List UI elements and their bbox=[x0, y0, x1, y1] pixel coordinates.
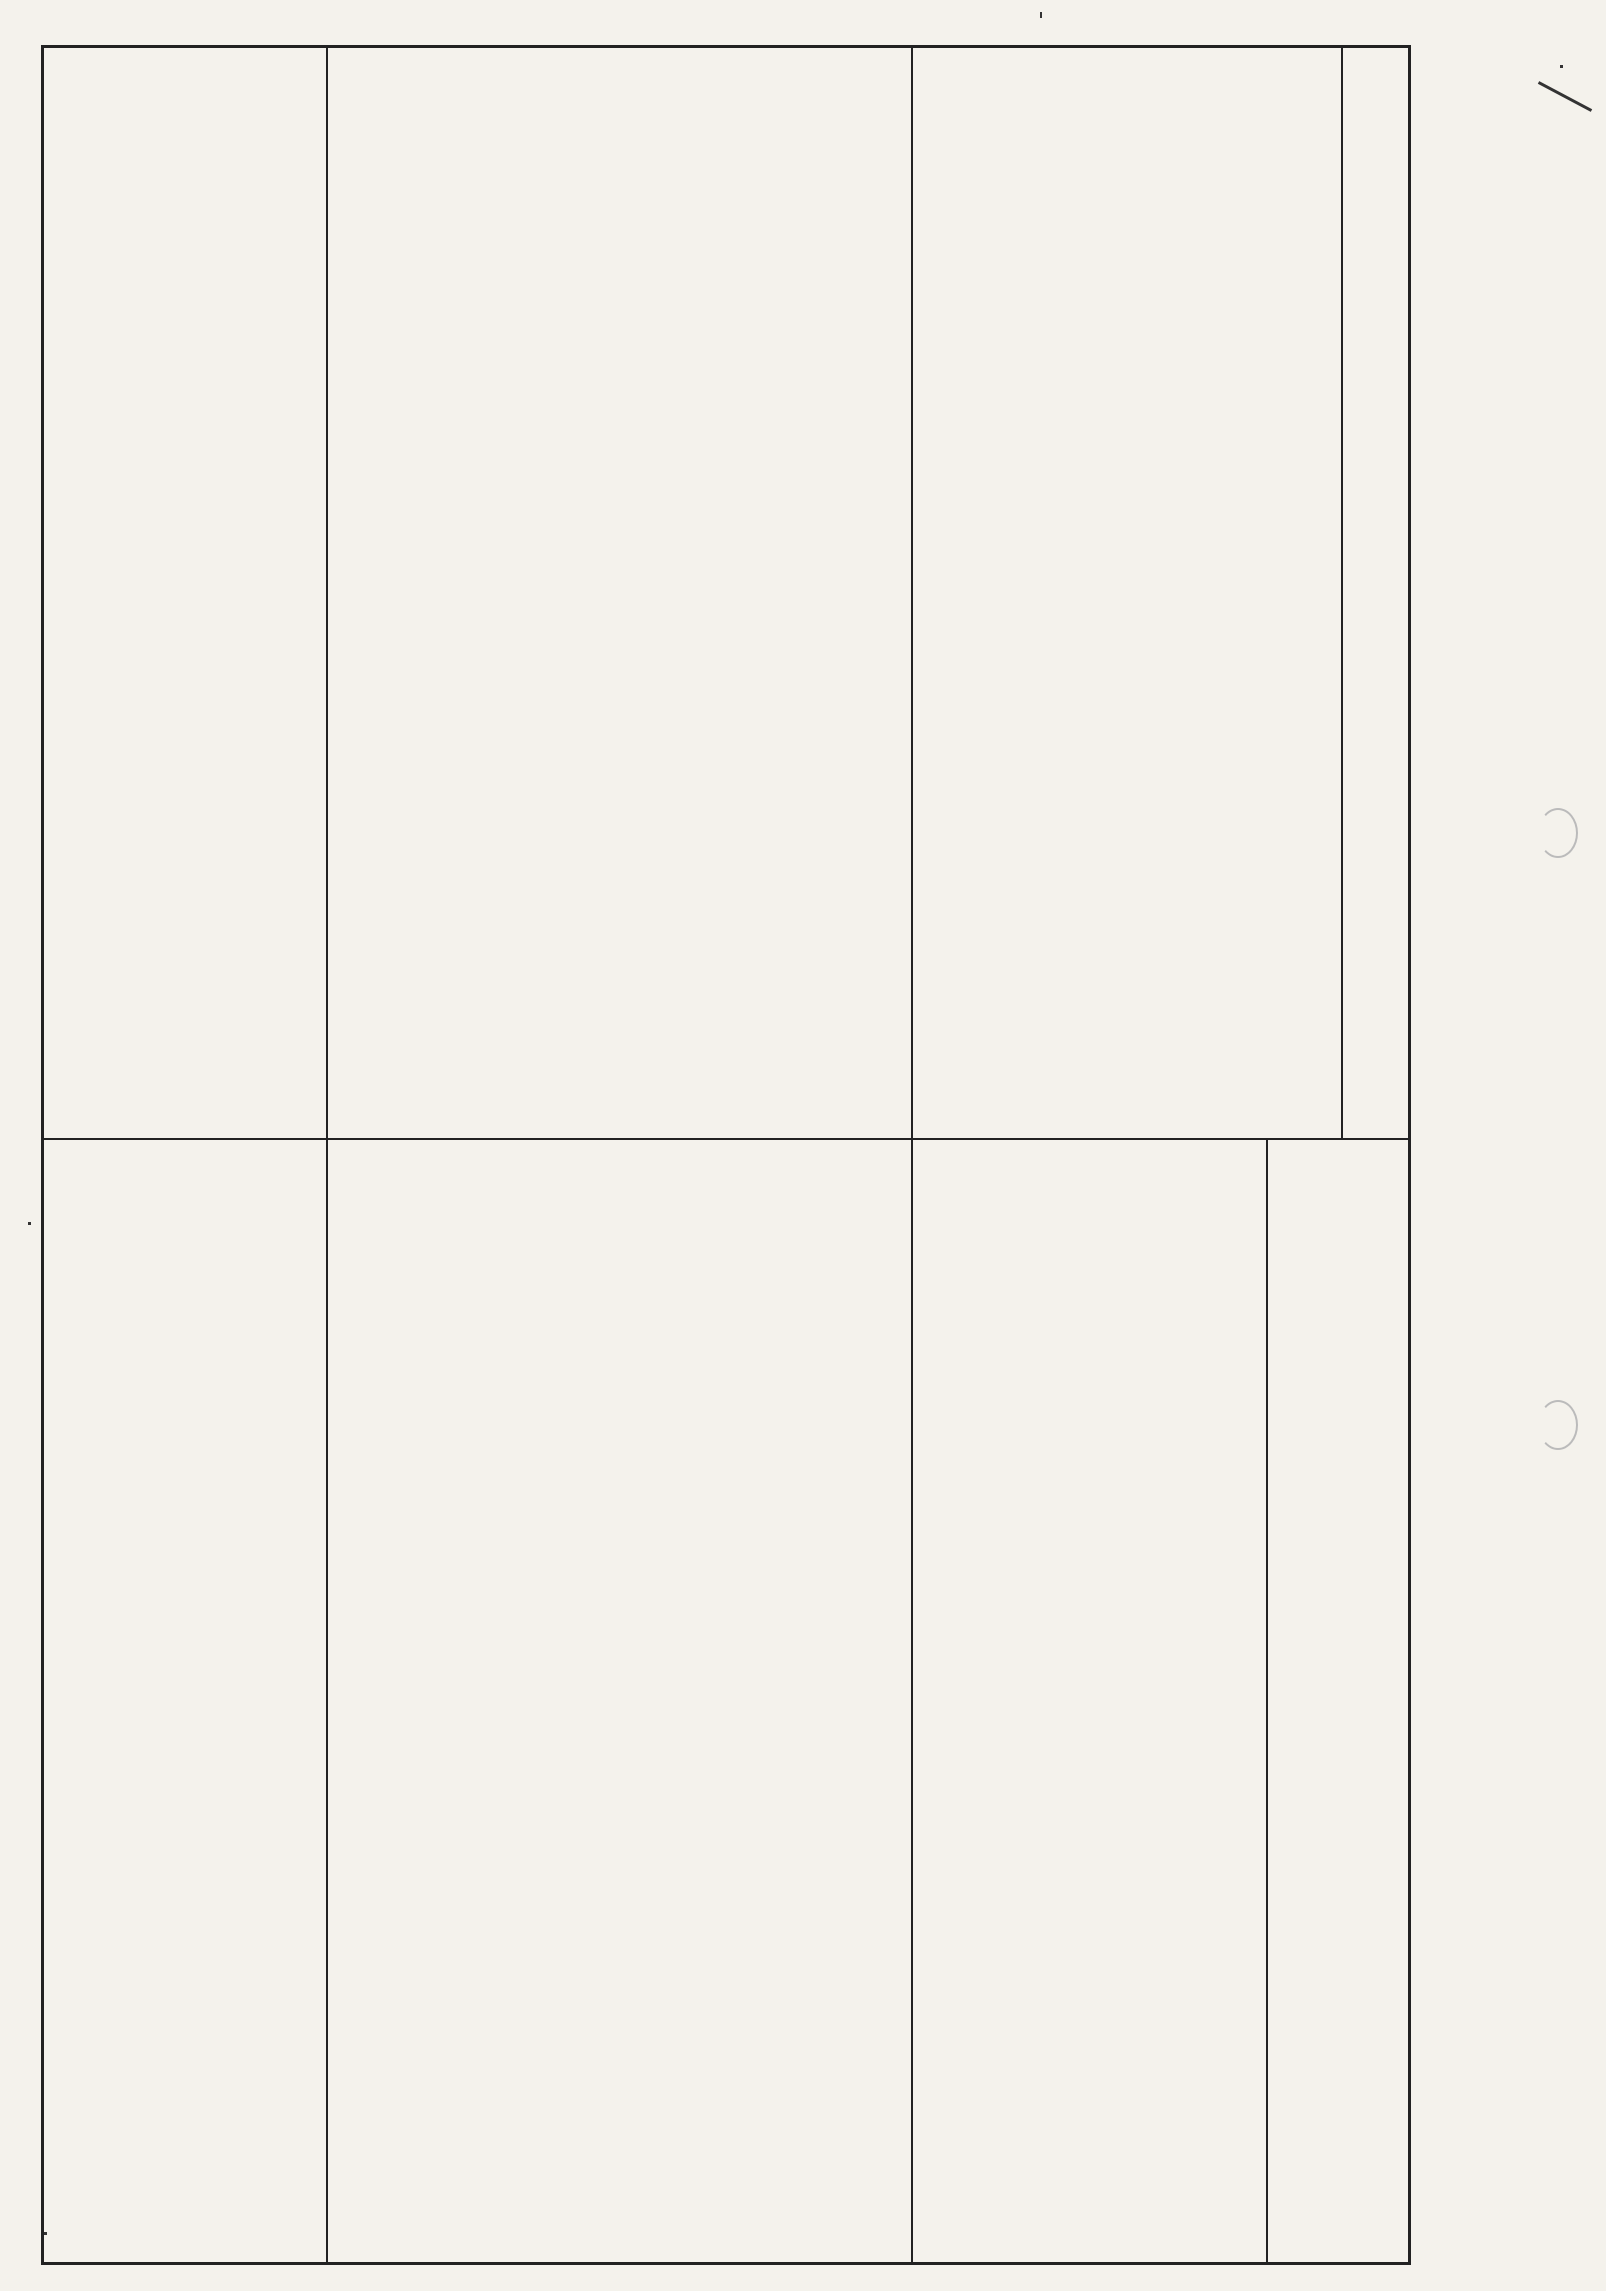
budget-cell bbox=[56, 1154, 316, 2254]
speck bbox=[1560, 65, 1563, 68]
row-divider bbox=[911, 48, 913, 1138]
speck bbox=[28, 1222, 31, 1225]
row-divider bbox=[326, 48, 328, 1138]
outputs-cell bbox=[342, 1154, 902, 2254]
row-divider bbox=[326, 1138, 328, 2265]
speck bbox=[1040, 12, 1042, 18]
responsible-unit-cell bbox=[1272, 1154, 1392, 2254]
period-cell bbox=[56, 64, 316, 1124]
project-cell bbox=[1347, 64, 1392, 1124]
rationale-cell bbox=[922, 64, 1332, 1124]
punch-hole bbox=[1538, 1400, 1578, 1450]
punch-hole bbox=[1538, 808, 1578, 858]
row-divider bbox=[911, 1138, 913, 2265]
column-divider bbox=[44, 1138, 1408, 1140]
content-cell bbox=[342, 64, 902, 1124]
objective-cell bbox=[918, 1154, 1258, 2254]
project-detail-table bbox=[41, 45, 1411, 2265]
row-divider bbox=[1266, 1138, 1268, 2265]
speck bbox=[44, 2232, 47, 2235]
row-divider bbox=[1341, 48, 1343, 1138]
